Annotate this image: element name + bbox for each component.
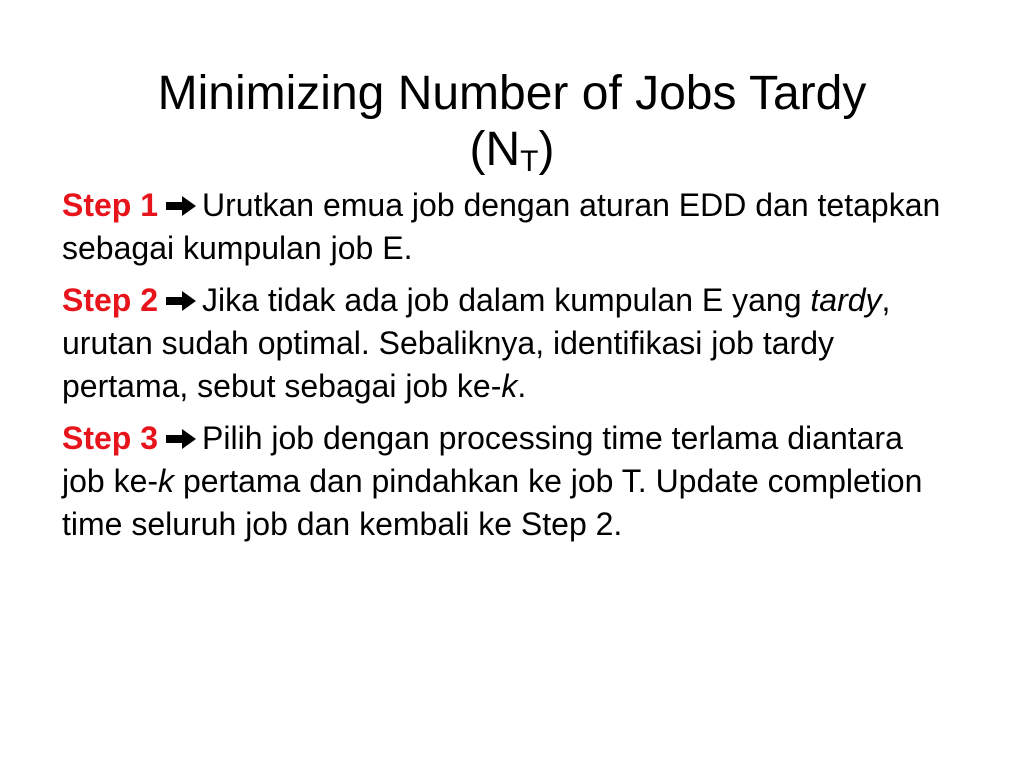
step-2 [62, 279, 942, 408]
step-3-text-2: pertama dan pindahkan ke job T. Update completion time seluruh job dan kembali ke Step 2. [62, 463, 923, 542]
step-2-text-1: Jika tidak ada job dalam kumpulan E yang [202, 282, 811, 318]
slide-content [62, 184, 942, 555]
title-paren-open: (N [469, 123, 521, 177]
title-subscript: T [520, 145, 539, 179]
step-1 [62, 184, 942, 270]
step-3-italic-1: k [158, 463, 175, 499]
right-arrow-icon [164, 194, 198, 218]
step-3 [62, 417, 942, 546]
step-3-text-1: Pilih job dengan processing time terlama diantara job ke- [62, 420, 903, 499]
slide-title [60, 66, 964, 178]
step-2-label: Step 2 [62, 282, 159, 318]
right-arrow-icon [164, 289, 198, 313]
step-3-label: Step 3 [62, 420, 159, 456]
step-2-text-2: , urutan sudah optimal. Sebaliknya, identifikasi job tardy pertama, sebut sebagai job ke- [62, 282, 891, 404]
right-arrow-icon [164, 427, 198, 451]
step-2-italic-2: k [501, 368, 518, 404]
title-main: Minimizing Number of Jobs Tardy [157, 67, 867, 121]
step-1-text: Urutkan emua job dengan aturan EDD dan tetapkan sebagai kumpulan job E. [62, 187, 941, 266]
step-2-text-3: . [517, 368, 527, 404]
step-2-italic-1: tardy [810, 282, 882, 318]
step-1-label: Step 1 [62, 187, 159, 223]
title-paren-close: ) [538, 123, 555, 177]
